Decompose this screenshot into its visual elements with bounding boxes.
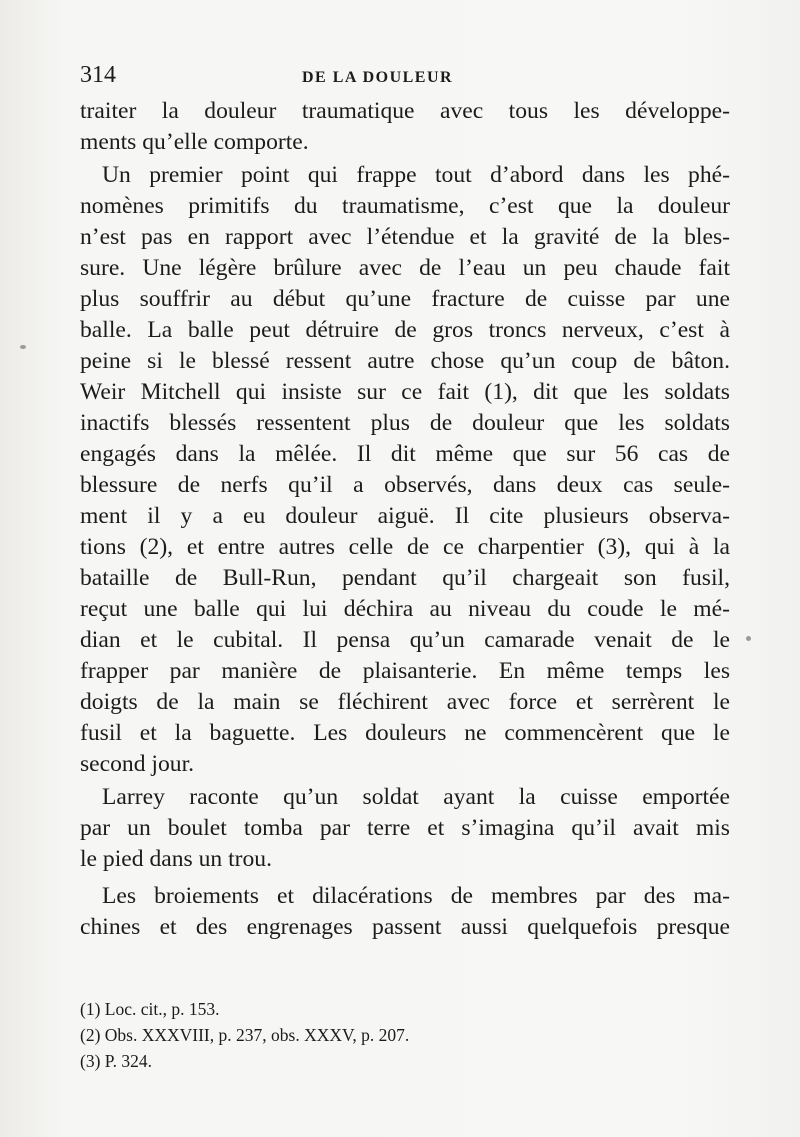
running-title: DE LA DOULEUR <box>302 69 454 86</box>
text-line: blessure de nerfs qu’il a observés, dans deux cas seule- <box>80 472 730 498</box>
text-line: plus souffrir au début qu’une fracture de cuisse par une <box>80 286 730 312</box>
text-line: chines et des engrenages passent aussi quelquefois presque <box>80 914 730 940</box>
text-line: frapper par manière de plaisanterie. En même temps les <box>80 658 730 684</box>
footnote: (2) Obs. XXXVIII, p. 237, obs. XXXV, p. 207. <box>80 1025 410 1045</box>
text-line: ment il y a eu douleur aiguë. Il cite plusieurs observa- <box>80 503 730 529</box>
text-line: n’est pas en rapport avec l’étendue et la gravité de la bles- <box>80 224 730 250</box>
text-line: doigts de la main se fléchirent avec force et serrèrent le <box>80 689 730 715</box>
text-line: nomènes primitifs du traumatisme, c’est que la douleur <box>80 193 730 219</box>
text-line: fusil et la baguette. Les douleurs ne commencèrent que le <box>80 720 730 746</box>
text-line: Larrey raconte qu’un soldat ayant la cuisse emportée <box>102 784 730 810</box>
text-line: sure. Une légère brûlure avec de l’eau un peu chaude fait <box>80 255 730 281</box>
paper-speck <box>746 636 751 641</box>
text-line: Les broiements et dilacérations de membres par des ma- <box>102 883 730 909</box>
text-line: dian et le cubital. Il pensa qu’un camarade venait de le <box>80 627 730 653</box>
text-line: Un premier point qui frappe tout d’abord dans les phé- <box>102 162 730 188</box>
page-header <box>80 62 730 92</box>
text-line: traiter la douleur traumatique avec tous les développe- <box>80 98 730 124</box>
text-line: peine si le blessé ressent autre chose qu’un coup de bâton. <box>80 348 730 374</box>
paper-speck <box>20 345 26 349</box>
text-line: second jour. <box>80 751 195 777</box>
footnotes <box>80 996 730 1074</box>
text-line: Weir Mitchell qui insiste sur ce fait (1), dit que les soldats <box>80 379 730 405</box>
text-line: engagés dans la mêlée. Il dit même que sur 56 cas de <box>80 441 730 467</box>
text-line: balle. La balle peut détruire de gros troncs nerveux, c’est à <box>80 317 730 343</box>
text-line: le pied dans un trou. <box>80 846 272 872</box>
text-line: bataille de Bull-Run, pendant qu’il chargeait son fusil, <box>80 565 730 591</box>
text-line: par un boulet tomba par terre et s’imagina qu’il avait mis <box>80 815 730 841</box>
footnote: (1) Loc. cit., p. 153. <box>80 999 220 1019</box>
page-number: 314 <box>80 62 116 88</box>
text-line: tions (2), et entre autres celle de ce charpentier (3), qui à la <box>80 534 730 560</box>
text-line: ments qu’elle comporte. <box>80 129 309 155</box>
text-line: reçut une balle qui lui déchira au niveau du coude le mé- <box>80 596 730 622</box>
footnote: (3) P. 324. <box>80 1051 152 1071</box>
text-line: inactifs blessés ressentent plus de douleur que les soldats <box>80 410 730 436</box>
body-text <box>80 96 730 943</box>
